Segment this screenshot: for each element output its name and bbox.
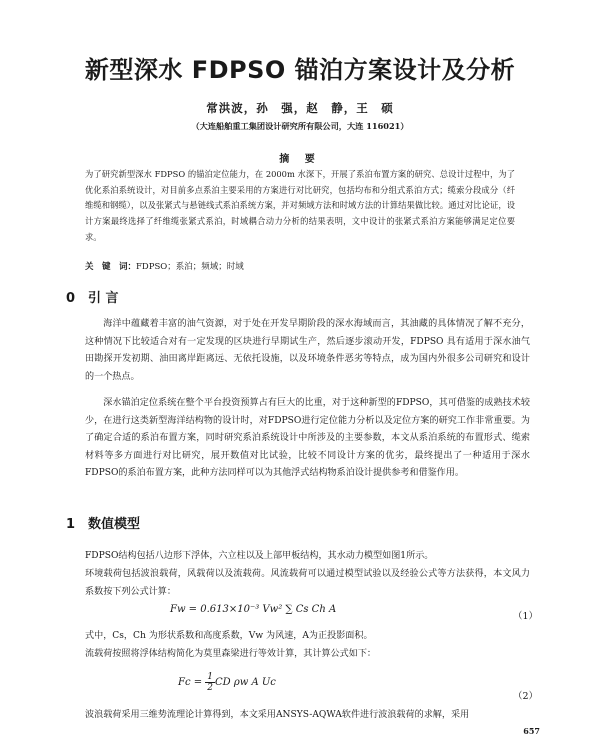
section-0-paragraph-1: 海洋中蕴藏着丰富的油气资源，对于处在开发早期阶段的深水海域而言，其油藏的具体情况了解不充分，这种情况下比较适合对有一定发现的区块进行早期试生产，然后逐步滚动开发，FDPSO 具有适用于深水油气田勘探开发初期、油田离岸距离远、无依托设施，以及环境条件恶劣等特点，成为国内外很多公司研究和设计的一个热点。: [85, 319, 530, 382]
section-1-paragraph-5: 波浪载荷采用三维势流理论计算得到，本文采用ANSYS-AQWA软件进行波浪载荷的求解，采用: [85, 710, 470, 720]
equation-2-fraction: [205, 672, 215, 693]
section-1-paragraph-4: 流载荷按照将浮体结构简化为莫里森梁进行等效计算，其计算公式如下：: [85, 649, 377, 659]
equation-1-number: （1）: [512, 611, 538, 622]
keywords-list: FDPSO；系泊；频域；时域: [136, 262, 244, 272]
equation-2-number: （2）: [512, 691, 538, 702]
page-number: 657: [523, 726, 540, 736]
section-0-number: 0: [66, 291, 76, 306]
abstract-heading: 摘 要: [279, 154, 321, 165]
keywords-label: 关 键 词：: [85, 262, 137, 272]
section-1-paragraph-3: [85, 628, 530, 646]
where-definition: Cs，Ch 为形状系数和高度系数，Vw 为风速，A为正投影面积。: [112, 631, 373, 641]
section-0-heading: [66, 287, 119, 306]
page-title: 新型深水 FDPSO 锚泊方案设计及分析: [84, 56, 516, 84]
equation-2-denominator: 2: [207, 683, 214, 693]
equation-1: Fw = 0.613×10⁻³ Vw² ∑ Cs Ch A: [170, 604, 337, 615]
section-1-number: 1: [66, 517, 76, 532]
section-1-title: 数值模型: [88, 517, 141, 532]
equation-2-left: Fc =: [178, 677, 206, 688]
section-1-paragraph-2: 环境载荷包括波浪载荷，风载荷以及流载荷。风流载荷可以通过模型试验以及经验公式等方法获得，本文风力系数按下列公式计算：: [85, 569, 530, 597]
where-prefix: 式中，: [85, 631, 113, 641]
section-0-title: 引 言: [88, 291, 119, 306]
equation-2: [178, 672, 276, 693]
equation-2-numerator: 1: [207, 672, 214, 682]
equation-2-right: CD ρw A Uc: [215, 677, 276, 688]
section-0-paragraph-2: 深水锚泊定位系统在整个平台投资预算占有巨大的比重，对于这种新型的FDPSO，其可借鉴的成熟技术较少，在进行这类新型海洋结构物的设计时，对FDPSO进行定位能力分析以及定位方案的研究工作非常重要。为了确定合适的系泊布置方案，同时研究系泊系统设计中所涉及的主要参数，本文从系泊系统的布置形式、缆索材料等多方面进行对比研究，展开数值对比试验，比较不同设计方案的优劣，最终提出了一种适用于深水FDPSO的系泊布置方案，此种方法同样可以为其他浮式结构物系泊设计提供参考和借鉴作用。: [85, 398, 530, 479]
affiliation: （大连船舶重工集团设计研究所有限公司，大连 116021）: [191, 121, 409, 131]
section-1-heading: [66, 513, 140, 532]
abstract-body: 为了研究新型深水 FDPSO 的锚泊定位能力，在 2000m 水深下，开展了系泊布置方案的研究、总设计过程中，为了优化系泊系统设计，对目前多点系泊主要采用的方案进行对比研究，包括均布和分组式系泊方式；缆索分段成分（纤维缆和钢缆），以及张紧式与悬链线式系泊系统方案，并对频域方法和时域方法的计算结果做比较。通过对比论证，设计方案最终选择了纤维缆张紧式系泊，时域耦合动力分析的结果表明，文中设计的张紧式系泊方案能够满足定位要求。: [85, 169, 515, 242]
keywords-line: [85, 260, 515, 272]
section-1-paragraph-1: FDPSO结构包括八边形下浮体，六立柱以及上部甲板结构，其水动力模型如图1所示。: [85, 551, 434, 561]
authors: 常洪波，孙 强，赵 静，王 硕: [206, 101, 394, 115]
